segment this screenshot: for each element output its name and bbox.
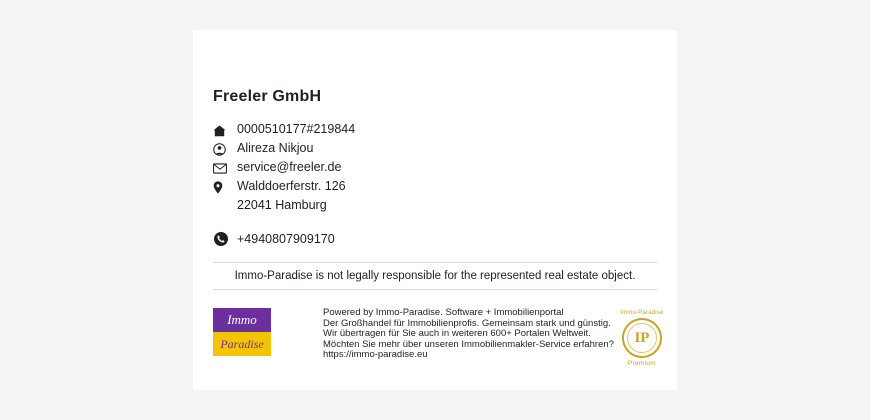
logo-paradise-bottom: [213, 332, 271, 356]
street-address: Walddoerferstr. 126: [237, 179, 346, 193]
logo-paradise-text: Paradise: [220, 336, 264, 351]
map-pin-icon: [213, 180, 231, 195]
email-address: service@freeler.de: [237, 160, 342, 174]
contact-list: [213, 122, 657, 195]
footer-website-link[interactable]: https://immo-paradise.eu: [323, 349, 428, 360]
logo-immo-text: Immo: [227, 312, 257, 327]
document-page: [193, 30, 677, 390]
footer-line-4: Möchten Sie mehr über unseren Immobilienmakler-Service erfahren?: [323, 338, 614, 350]
list-item: [213, 179, 657, 195]
footer-description: [271, 308, 614, 361]
premium-seal: [614, 308, 670, 367]
customer-number: 0000510177#219844: [237, 122, 356, 136]
list-item: [213, 160, 657, 176]
seal-top-label: Immo-Paradise: [620, 310, 664, 316]
phone-row: [213, 232, 657, 246]
seal-initials: IP: [634, 329, 650, 346]
page-title: Freeler GmbH: [213, 88, 322, 105]
phone-number: +4940807909170: [237, 232, 335, 246]
house-icon: [213, 123, 231, 138]
logo-immo-top: [213, 308, 271, 332]
city-address: 22041 Hamburg: [237, 198, 327, 212]
envelope-icon: [213, 161, 231, 176]
footer: [213, 307, 664, 367]
list-item: [213, 141, 657, 157]
legal-disclaimer: Immo-Paradise is not legally responsible for the represented real estate object.: [213, 262, 657, 290]
document-content: [213, 88, 664, 367]
contact-person: Alireza Nikjou: [237, 141, 314, 155]
footer-line-3: Wir übertragen für Sie auch in weiteren 600+ Portalen Weltweit.: [323, 328, 591, 339]
seal-bottom-label: Premium: [627, 360, 656, 367]
list-item: [213, 122, 657, 138]
footer-line-2: Der Großhandel für Immobilienprofis. Gemeinsam stark und günstig.: [323, 317, 611, 329]
immo-paradise-logo: [213, 308, 271, 356]
footer-line-1: Powered by Immo-Paradise. Software + Immobilienportal: [323, 307, 564, 318]
seal-badge-icon: [622, 318, 662, 358]
person-circle-icon: [213, 142, 231, 157]
phone-icon: [214, 232, 228, 246]
